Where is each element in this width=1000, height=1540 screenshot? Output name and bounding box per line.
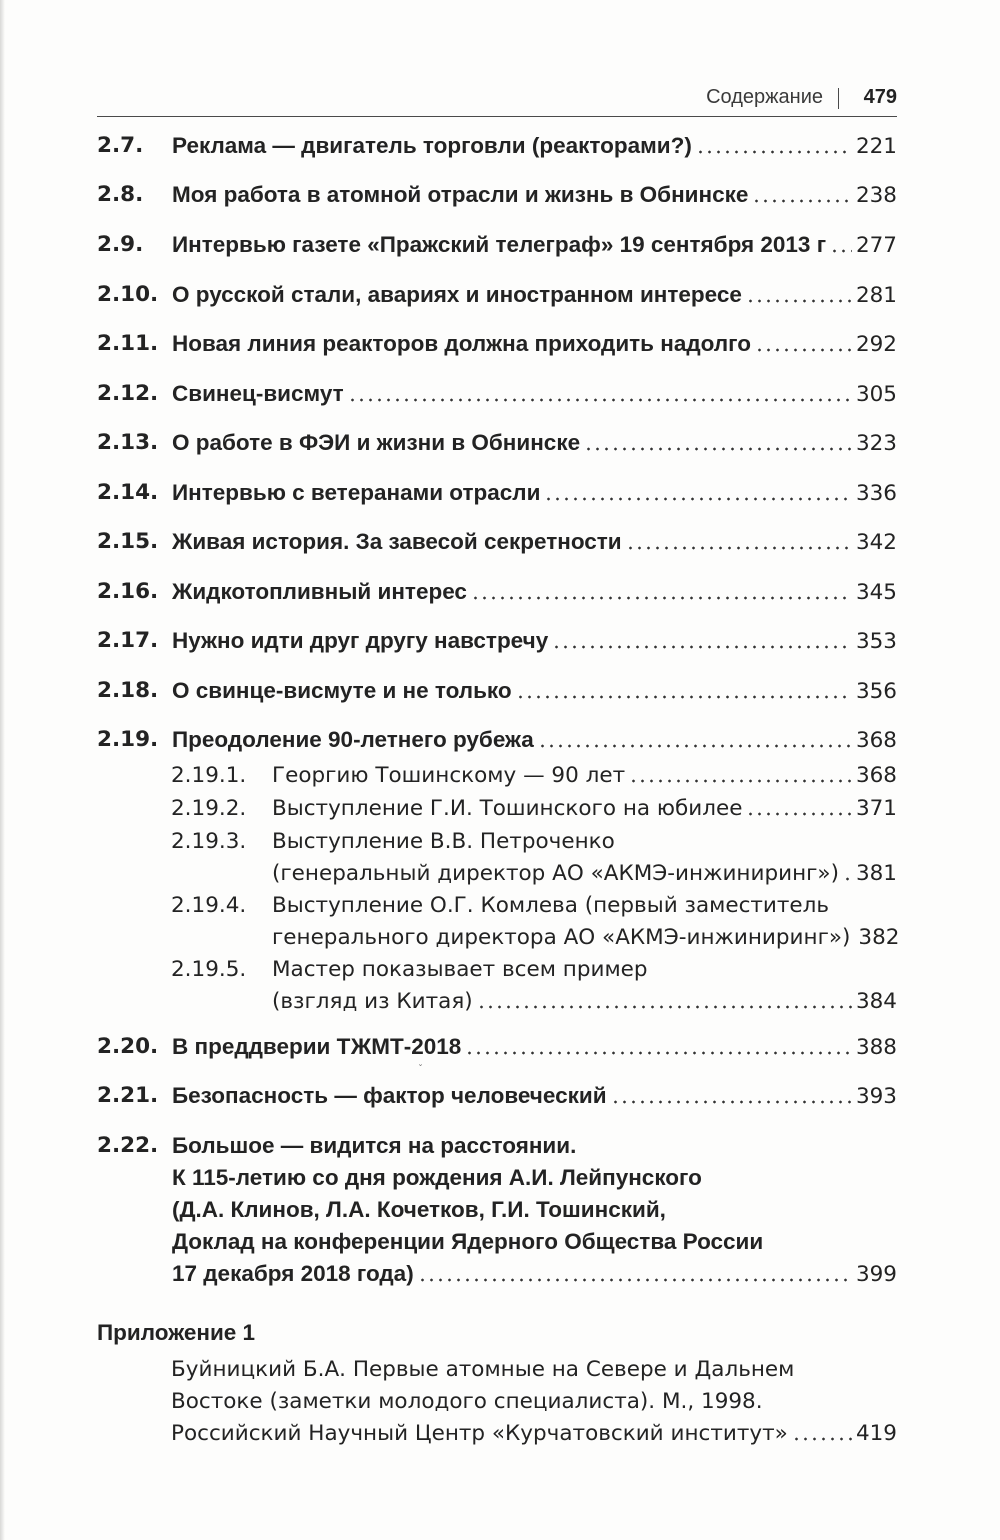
toc-entry-number: 2.9. (97, 232, 144, 257)
dot-leader (471, 596, 852, 600)
toc-subentry-page: 384 (855, 989, 897, 1014)
toc-subentry-title-line1: Мастер показывает всем пример (272, 957, 648, 982)
toc-entry-number: 2.18. (97, 678, 159, 703)
toc-entry-title: Жидкотопливный интерес (172, 579, 467, 604)
appendix-heading[interactable]: Приложение 1 (97, 1320, 256, 1345)
toc-entry-number: 2.7. (97, 133, 144, 158)
toc-entry-number: 2.21. (97, 1083, 159, 1108)
toc-entry-title: Нужно идти друг другу навстречу (172, 628, 549, 653)
toc-subentry-title: (генеральный директор АО «АКМЭ-инжиниринг») (272, 861, 839, 886)
toc-entry-title: Интервью газете «Пражский телеграф» 19 сентября 2013 г (172, 232, 827, 257)
toc-entry-number: 2.13. (97, 430, 159, 455)
toc-entry-page: 342 (855, 530, 897, 555)
dot-leader (465, 1051, 852, 1055)
dot-leader (418, 1278, 852, 1282)
toc-subentry-number: 2.19.2. (171, 796, 247, 821)
page-edge-shadow (0, 0, 5, 1540)
toc-entry-page: 238 (855, 183, 897, 208)
toc-subentry-title: Выступление Г.И. Тошинского на юбилее (272, 796, 743, 821)
toc-entry-number: 2.8. (97, 182, 144, 207)
toc-entry-title: Преодоление 90-летнего рубежа (172, 727, 534, 752)
dot-leader (348, 398, 852, 402)
dot-leader (629, 779, 852, 783)
toc-entry-title: Моя работа в атомной отрасли и жизнь в Обнинске (172, 182, 749, 207)
dot-leader (696, 150, 852, 154)
page-number: 479 (863, 86, 897, 108)
toc-entry-number: 2.22. (97, 1133, 159, 1158)
dot-leader (516, 695, 852, 699)
running-header (97, 86, 897, 117)
dot-leader (746, 812, 852, 816)
toc-entry-page: 221 (855, 134, 897, 159)
toc-entry-number: 2.15. (97, 529, 159, 554)
dot-leader (611, 1100, 852, 1104)
toc-subentry-title: (взгляд из Китая) (272, 989, 473, 1014)
toc-entry-title: Свинец-висмут (172, 381, 344, 406)
appendix-line2: Востоке (заметки молодого специалиста). М., 1998. (171, 1389, 763, 1414)
toc-entry-number: 2.12. (97, 381, 159, 406)
toc-entry-page: 281 (855, 283, 897, 308)
dot-leader (477, 1005, 852, 1009)
toc-subentry-number: 2.19.1. (171, 763, 247, 788)
toc-entry-title: О русской стали, авариях и иностранном интересе (172, 282, 742, 307)
toc-entry-page: 305 (855, 382, 897, 407)
toc-entry-page: 399 (855, 1262, 897, 1287)
toc-entry-title: Живая история. За завесой секретности (172, 529, 622, 554)
toc-entry-page: 353 (855, 629, 897, 654)
toc-entry-title: Интервью с ветеранами отрасли (172, 480, 541, 505)
toc-entry-title: Безопасность — фактор человеческий (172, 1083, 607, 1108)
toc-entry-number: 2.19. (97, 727, 159, 752)
toc-entry-page: 277 (855, 233, 897, 258)
toc-entry-page: 356 (855, 679, 897, 704)
toc-entry-number: 2.11. (97, 331, 159, 356)
dot-leader (746, 299, 852, 303)
header-divider (838, 88, 840, 109)
dot-leader (792, 1437, 852, 1441)
toc-entry-title-line2: К 115-летию со дня рождения А.И. Лейпунского (172, 1165, 702, 1190)
appendix-line1: Буйницкий Б.А. Первые атомные на Севере и Дальнем (171, 1357, 795, 1382)
toc-entry-page: 393 (855, 1084, 897, 1109)
toc-entry-page: 336 (855, 481, 897, 506)
toc-subentry-page: 382 (858, 925, 900, 950)
toc-subentry-page: 371 (855, 796, 897, 821)
toc-entry-title-line1: Большое — видится на расстоянии. (172, 1133, 577, 1158)
dot-leader (584, 447, 852, 451)
toc-entry-page: 345 (855, 580, 897, 605)
section-title: Содержание (706, 86, 823, 108)
dot-leader (843, 877, 852, 881)
toc-entry-title: В преддверии ТЖМТ-2018 (172, 1034, 462, 1059)
toc-subentry-title: Георгию Тошинскому — 90 лет (272, 763, 626, 788)
toc-entry-page: 323 (855, 431, 897, 456)
toc-entry-page: 292 (855, 332, 897, 357)
toc-subentry-title-line1: Выступление В.В. Петроченко (272, 829, 615, 854)
dot-leader (626, 546, 852, 550)
toc-entry-title: О работе в ФЭИ и жизни в Обнинске (172, 430, 581, 455)
toc-entry-number: 2.10. (97, 282, 159, 307)
dot-leader (752, 199, 852, 203)
toc-entry-title: Реклама — двигатель торговли (реакторами?) (172, 133, 692, 158)
toc-entry-title: 17 декабря 2018 года) (172, 1261, 414, 1286)
toc-entry-page: 368 (855, 728, 897, 753)
toc-subentry-page: 381 (855, 861, 897, 886)
dot-leader (552, 645, 852, 649)
toc-subentry-number: 2.19.4. (171, 893, 247, 918)
toc-subentry-title-line1: Выступление О.Г. Комлева (первый заместитель (272, 893, 830, 918)
dot-leader (755, 348, 852, 352)
toc-entry-page: 388 (855, 1035, 897, 1060)
toc-entry-title: Новая линия реакторов должна приходить надолго (172, 331, 751, 356)
toc-subentry-number: 2.19.5. (171, 957, 247, 982)
toc-subentry-page: 368 (855, 763, 897, 788)
dot-leader (538, 744, 852, 748)
appendix-title: Российский Научный Центр «Курчатовский институт» (171, 1421, 788, 1446)
toc-entry-number: 2.16. (97, 579, 159, 604)
dot-leader (830, 249, 852, 253)
print-speck: ˇ (418, 1064, 423, 1075)
toc-entry-number: 2.17. (97, 628, 159, 653)
appendix-page: 419 (855, 1421, 897, 1446)
toc-entry-number: 2.14. (97, 480, 159, 505)
toc-subentry-number: 2.19.3. (171, 829, 247, 854)
toc-entry-title: О свинце-висмуте и не только (172, 678, 512, 703)
dot-leader (544, 497, 852, 501)
toc-entry-title-line4: Доклад на конференции Ядерного Общества России (172, 1229, 764, 1254)
toc-entry-title-line3: (Д.А. Клинов, Л.А. Кочетков, Г.И. Тошинский, (172, 1197, 666, 1222)
toc-subentry-title: генерального директора АО «АКМЭ-инжиниринг») (272, 925, 851, 950)
toc-entry-number: 2.20. (97, 1034, 159, 1059)
